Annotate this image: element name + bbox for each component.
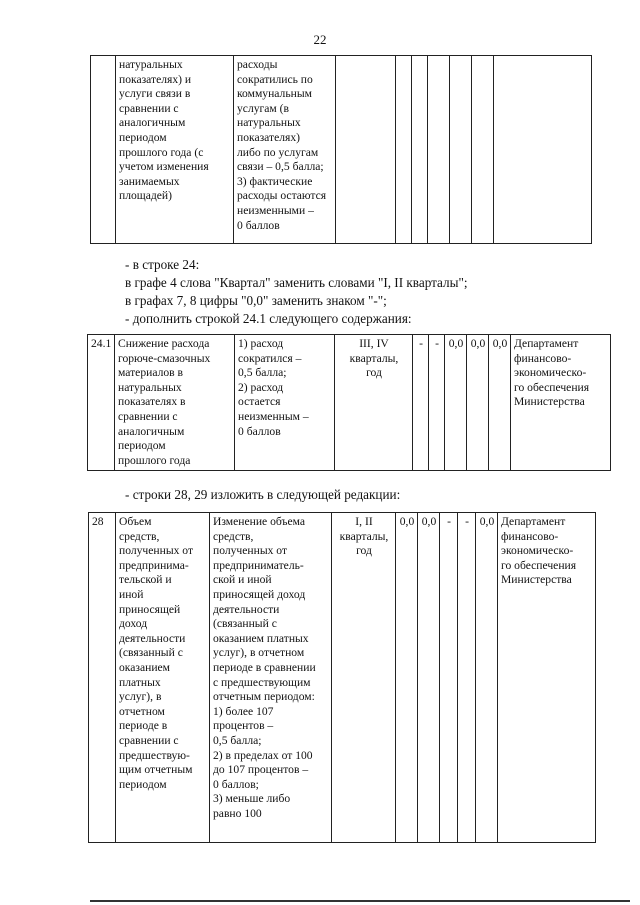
cell-text-line: 0,5 балла; <box>238 366 287 380</box>
row-number-cell: 28 <box>89 513 116 843</box>
cell-text-line: I, II <box>355 515 373 528</box>
instruction-line: - строки 28, 29 изложить в следующей редакции: <box>125 487 401 502</box>
value-cell <box>412 56 428 244</box>
value-cell: 0,0 <box>396 513 418 843</box>
row-number-cell <box>91 56 116 244</box>
bottom-border-line <box>90 900 630 902</box>
department-cell <box>498 513 596 843</box>
period-cell <box>332 513 396 843</box>
cell-text-line: сравнении с <box>119 733 179 747</box>
cell-text-line: прошлого года (с <box>119 145 204 159</box>
cell-text-line: натуральных <box>119 58 183 71</box>
cell-text-line: предшествую- <box>119 748 190 762</box>
indicator-name-cell <box>115 335 235 471</box>
cell-text-line: го обеспечения <box>501 558 577 572</box>
cell-text-line: экономическо- <box>501 544 574 558</box>
cell-text-line: доход <box>119 617 148 631</box>
cell-text-line: 0 баллов <box>237 218 280 232</box>
cell-text-line: деятельности <box>119 631 186 645</box>
cell-text-line: аналогичным <box>118 424 185 438</box>
cell-text-line: натуральных <box>237 116 301 130</box>
cell-text-line: показателях в <box>118 395 186 409</box>
cell-text-line: приносящей <box>119 602 181 616</box>
cell-text-line: сравнении с <box>119 101 179 115</box>
cell-text-line: Снижение расхода <box>118 337 210 350</box>
cell-text-line: натуральных <box>118 380 182 394</box>
cell-text-line: периодом <box>119 777 167 791</box>
cell-text-line: услуг), в отчетном <box>213 646 305 660</box>
value-cell: 0,0 <box>476 513 498 843</box>
cell-text-line: периодом <box>118 439 166 453</box>
cell-text-line: 0 баллов <box>238 424 281 438</box>
value-cell <box>472 56 494 244</box>
criteria-cell <box>234 56 336 244</box>
cell-text-line: Изменение объема <box>213 515 306 528</box>
cell-text-line: тельской и <box>119 573 172 587</box>
cell-text-line: до 107 процентов – <box>213 763 309 777</box>
cell-text-line: периодом <box>119 130 167 144</box>
value-cell <box>450 56 472 244</box>
period-cell <box>336 56 396 244</box>
cell-text-line: финансово- <box>514 351 572 365</box>
cell-text-line: сократились по <box>237 72 313 86</box>
cell-text-line: Министерства <box>501 573 572 587</box>
cell-text-line: Департамент <box>501 515 566 528</box>
table-row <box>91 56 592 244</box>
cell-text-line: (связанный с <box>119 646 183 660</box>
value-cell: - <box>429 335 445 471</box>
value-cell <box>428 56 450 244</box>
cell-text-line: материалов в <box>118 366 183 380</box>
cell-text-line: сократился – <box>238 351 302 365</box>
cell-text-line: III, IV <box>359 337 389 350</box>
cell-text-line: финансово- <box>501 529 559 543</box>
cell-text-line: периоде в <box>119 719 168 733</box>
value-cell: - <box>413 335 429 471</box>
cell-text-line: предприниматель- <box>213 558 304 572</box>
row-number-cell: 24.1 <box>88 335 115 471</box>
cell-text-line: занимаемых <box>119 174 180 188</box>
cell-text-line: связи – 0,5 балла; <box>237 160 324 174</box>
indicator-name-cell <box>116 513 210 843</box>
value-cell: 0,0 <box>489 335 511 471</box>
cell-text-line: деятельности <box>213 602 280 616</box>
cell-text-line: 2) в пределах от 100 <box>213 748 313 762</box>
cell-text-line: Департамент <box>514 337 579 350</box>
cell-text-line: Объем <box>119 515 152 528</box>
department-cell <box>494 56 592 244</box>
table-row-28 <box>88 512 596 843</box>
cell-text-line: полученных от <box>119 544 194 558</box>
cell-text-line: отчетном <box>119 704 165 718</box>
cell-text-line: ской и иной <box>213 573 272 587</box>
cell-text-line: 0 баллов; <box>213 777 259 791</box>
cell-text-line: коммунальным <box>237 87 312 101</box>
cell-text-line: равно 100 <box>213 806 262 820</box>
value-cell: 0,0 <box>467 335 489 471</box>
cell-text-line: горюче-смазочных <box>118 351 211 365</box>
cell-text-line: кварталы, <box>349 351 399 365</box>
cell-text-line: (связанный с <box>213 617 277 631</box>
cell-text-line: средств, <box>213 529 254 543</box>
cell-text-line: Министерства <box>514 395 585 409</box>
cell-text-line: отчетным периодом: <box>213 690 315 704</box>
cell-text-line: с предшествующим <box>213 675 311 689</box>
page-number: 22 <box>313 32 327 47</box>
indicator-name-cell <box>116 56 234 244</box>
instruction-line: - в строке 24: <box>125 257 200 272</box>
cell-text-line: учетом изменения <box>119 160 209 174</box>
table-continuation <box>90 55 592 244</box>
cell-text-line: услуги связи в <box>119 87 191 101</box>
value-cell: 0,0 <box>445 335 467 471</box>
cell-text-line: оказанием платных <box>213 631 309 645</box>
cell-text-line: периоде в сравнении <box>213 660 316 674</box>
cell-text-line: показателях) <box>237 130 301 144</box>
cell-text-line: 1) более 107 <box>213 704 274 718</box>
cell-text-line: площадей) <box>119 189 172 203</box>
cell-text-line: расходы остаются <box>237 189 327 203</box>
cell-text-line: 2) расход <box>238 380 284 394</box>
table-row <box>89 513 596 843</box>
cell-text-line: экономическо- <box>514 366 587 380</box>
table-row <box>88 335 611 471</box>
cell-text-line: полученных от <box>213 544 288 558</box>
cell-text-line: остается <box>238 395 281 409</box>
cell-text-line: приносящей доход <box>213 587 306 601</box>
period-cell <box>335 335 413 471</box>
value-cell: - <box>458 513 476 843</box>
criteria-cell <box>235 335 335 471</box>
cell-text-line: го обеспечения <box>514 380 590 394</box>
value-cell: - <box>440 513 458 843</box>
cell-text-line: показателях) и <box>119 72 192 86</box>
cell-text-line: 3) меньше либо <box>213 792 291 806</box>
instruction-line: в графах 7, 8 цифры "0,0" заменить знаком "-"; <box>125 293 387 308</box>
value-cell <box>396 56 412 244</box>
cell-text-line: 0,5 балла; <box>213 733 262 747</box>
cell-text-line: платных <box>119 675 161 689</box>
instruction-line: в графе 4 слова "Квартал" заменить словами "I, II кварталы"; <box>125 275 468 290</box>
value-cell: 0,0 <box>418 513 440 843</box>
cell-text-line: услугам (в <box>237 101 289 115</box>
cell-text-line: неизменным – <box>238 409 309 423</box>
department-cell <box>511 335 611 471</box>
cell-text-line: сравнении с <box>118 409 178 423</box>
cell-text-line: кварталы, <box>339 529 389 543</box>
cell-text-line: средств, <box>119 529 160 543</box>
cell-text-line: неизменными – <box>237 203 314 217</box>
cell-text-line: 1) расход <box>238 337 284 350</box>
table-row-24-1 <box>87 334 611 471</box>
cell-text-line: аналогичным <box>119 116 186 130</box>
cell-text-line: щим отчетным <box>119 763 193 777</box>
cell-text-line: оказанием <box>119 660 171 674</box>
criteria-cell <box>210 513 332 843</box>
cell-text-line: предпринима- <box>119 558 189 572</box>
instruction-line: - дополнить строкой 24.1 следующего содержания: <box>125 311 412 326</box>
cell-text-line: год <box>356 544 372 558</box>
cell-text-line: иной <box>119 587 144 601</box>
cell-text-line: услуг), в <box>119 690 162 704</box>
cell-text-line: расходы <box>237 58 278 71</box>
cell-text-line: процентов – <box>213 719 274 733</box>
cell-text-line: либо по услугам <box>237 145 319 159</box>
cell-text-line: 3) фактические <box>237 174 313 188</box>
cell-text-line: прошлого года <box>118 453 191 467</box>
cell-text-line: год <box>366 366 382 380</box>
